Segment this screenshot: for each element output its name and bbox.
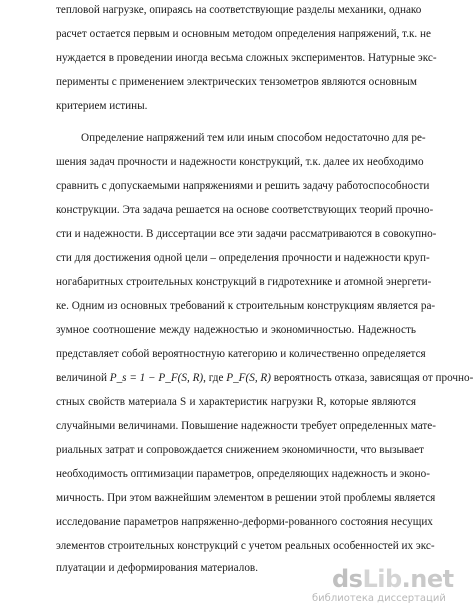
text-line: зумное соотношение между надежностью и экономичностью. Надежность <box>56 324 416 336</box>
text-line: необходимость оптимизации параметров, определяющих надежность и эконо- <box>56 468 430 480</box>
watermark-caption: библиотека диссертаций <box>312 593 446 604</box>
text-line: исследование параметров напряженно-деформи-рованного состояния несущих <box>56 516 433 528</box>
watermark-logo-net: .net <box>401 565 454 593</box>
text-line: стных свойств материала S и характеристик нагрузки R, которые являются <box>56 396 416 408</box>
formula-failure-probability: P_F(S, R) <box>226 372 271 384</box>
watermark-logo-ds: ds <box>332 565 363 593</box>
watermark-logo-lib: Lib <box>362 565 402 593</box>
text-line: критерием истины. <box>56 100 148 112</box>
text-line: шения задач прочности и надежности конструкций, т.к. далее их необходимо <box>56 156 424 168</box>
text-line: тепловой нагрузке, опираясь на соответствующие разделы механики, однако <box>56 4 422 16</box>
text-line: расчет остается первым и основным методом определения напряжений, т.к. не <box>56 28 431 40</box>
text-line: представляет собой вероятностную категорию и количественно определяется <box>56 348 426 360</box>
text-line: нуждается в проведении иногда весьма сложных экспериментов. Натурные экс- <box>56 52 437 64</box>
text-line: риальных затрат и сопровождается снижением экономичности, что вызывает <box>56 444 424 456</box>
text-line: ке. Одним из основных требований к строительным конструкциям является ра- <box>56 300 436 312</box>
paragraph-start-line: Определение напряжений тем или иным способом недостаточно для ре- <box>81 132 426 144</box>
text-line: перименты с применением электрических тензометров являются основным <box>56 76 417 88</box>
text-line: сти для достижения одной цели – определения прочности и надежности круп- <box>56 252 430 264</box>
watermark <box>312 565 454 607</box>
formula-line-middle: , где <box>203 372 227 384</box>
formula-reliability: P_s = 1 − P_F(S, R) <box>109 372 204 384</box>
text-line: ногабаритных строительных конструкций в гидротехнике и атомной энергети- <box>56 276 432 288</box>
text-line: мичность. При этом важнейшим элементом в решении этой проблемы является <box>56 492 436 504</box>
watermark-logo <box>332 565 454 593</box>
text-line: сравнить с допускаемыми напряжениями и решить задачу работоспособности <box>56 180 430 192</box>
text-line: конструкции. Эта задача решается на основе соответствующих теорий прочно- <box>56 204 434 216</box>
formula-line <box>56 371 473 385</box>
text-line: элементов строительных конструкций с учетом реальных особенностей их экс- <box>56 540 435 552</box>
text-line: сти и надежности. В диссертации все эти задачи рассматриваются в совокупно- <box>56 228 437 240</box>
text-line: плуатации и деформирования материалов. <box>56 562 258 574</box>
text-line: случайными величинами. Повышение надежности требует определенных мате- <box>56 420 436 432</box>
formula-line-before: величиной <box>56 372 110 384</box>
formula-line-after: вероятность отказа, зависящая от прочно- <box>270 372 473 384</box>
